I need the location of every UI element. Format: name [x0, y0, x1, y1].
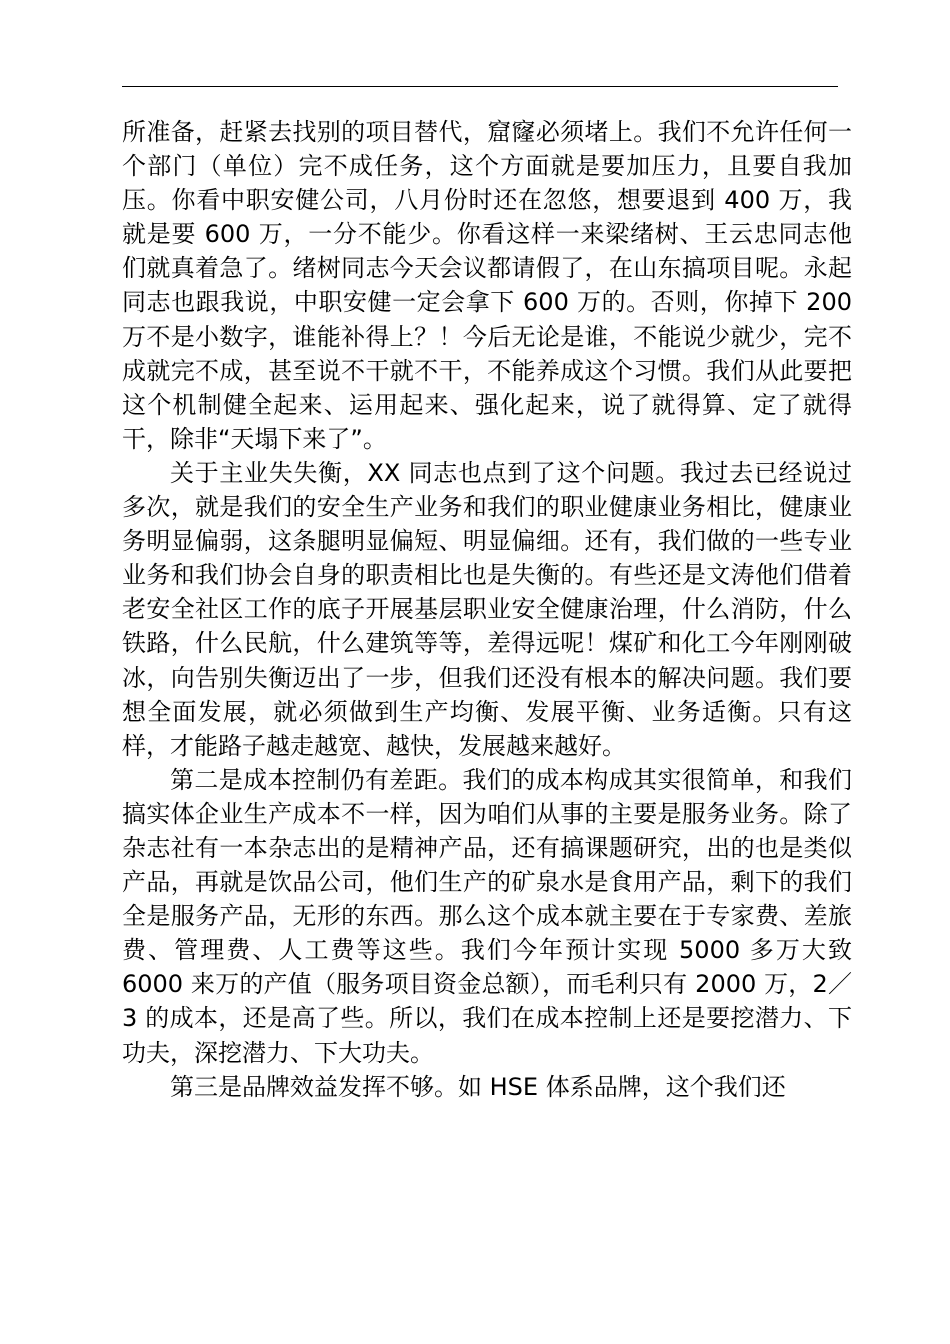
paragraph-4: 第三是品牌效益发挥不够。如 HSE 体系品牌，这个我们还	[170, 1072, 786, 1101]
document-body	[122, 115, 852, 1104]
paragraph-2: 关于主业失失衡，XX 同志也点到了这个问题。我过去已经说过多次，就是我们的安全生产业务和我们的职业健康业务相比，健康业务明显偏弱，这条腿明显偏短、明显偏细。还有，我们做的一些专业业务和我们协会自身的职责相比也是失衡的。有些还是文涛他们借着老安全社区工作的底子开展基层职业安全健康治理，什么消防，什么铁路，什么民航，什么建筑等等，差得远呢！煤矿和化工今年刚刚破冰，向告别失衡迈出了一步，但我们还没有根本的解决问题。我们要想全面发展，就必须做到生产均衡、发展平衡、业务适衡。只有这样，才能路子越走越宽、越快，发展越来越好。	[122, 458, 852, 760]
header-rule	[122, 86, 838, 87]
paragraph-3: 第二是成本控制仍有差距。我们的成本构成其实很简单，和我们搞实体企业生产成本不一样，因为咱们从事的主要是服务业务。除了杂志社有一本杂志出的是精神产品，还有搞课题研究，出的也是类似产品，再就是饮品公司，他们生产的矿泉水是食用产品，剩下的我们全是服务产品，无形的东西。那么这个成本就主要在于专家费、差旅费、管理费、人工费等这些。我们今年预计实现 5000 多万大致 6000 来万的产值（服务项目资金总额），而毛利只有 2000 万，2／3 的成本，还是高了些。所以，我们在成本控制上还是要挖潜力、下功夫，深挖潜力、下大功夫。	[122, 765, 852, 1067]
paragraph-1: 所准备，赶紧去找别的项目替代，窟窿必须堵上。我们不允许任何一个部门（单位）完不成任务，这个方面就是要加压力，且要自我加压。你看中职安健公司，八月份时还在忽悠，想要退到 400 万，我就是要 600 万，一分不能少。你看这样一来梁绪树、王云忠同志他们就真着急了。绪树同志今天会议都请假了，在山东搞项目呢。永起同志也跟我说，中职安健一定会拿下 600 万的。否则，你掉下 200 万不是小数字，谁能补得上？！今后无论是谁，不能说少就少，完不成就完不成，甚至说不干就不干，不能养成这个习惯。我们从此要把这个机制健全起来、运用起来、强化起来，说了就得算、定了就得干，除非“天塌下来了”。	[122, 118, 852, 453]
